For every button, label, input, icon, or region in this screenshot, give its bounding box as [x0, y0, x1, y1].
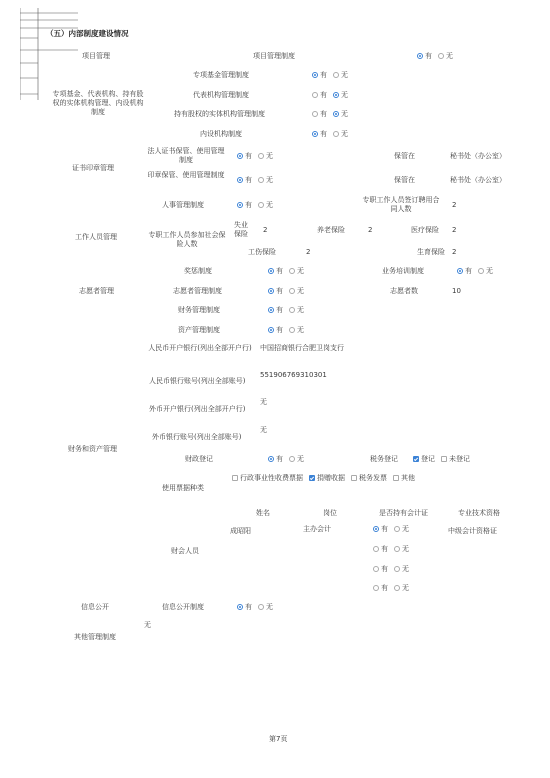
col-post-header: 岗位 — [323, 509, 337, 517]
checkbox-unregistered[interactable] — [441, 456, 447, 462]
tax-reg-checks[interactable]: 登记 未登记 — [413, 455, 470, 464]
checkbox-registered[interactable] — [413, 456, 419, 462]
pension-value: 2 — [368, 226, 373, 234]
radio-no[interactable] — [289, 288, 295, 294]
radio-no[interactable] — [258, 153, 264, 159]
radio-yes[interactable] — [312, 111, 318, 117]
receipt-type-label: 使用票据种类 — [162, 484, 204, 492]
unemployment-label: 失业保险 — [234, 221, 248, 238]
volunteer-count-value: 10 — [452, 287, 461, 295]
radio-yes[interactable] — [312, 72, 318, 78]
accountant-cert-radio-1[interactable]: 有 无 — [373, 525, 409, 534]
reward-system-label: 奖惩制度 — [184, 267, 212, 275]
col-cert-header: 是否持有会计证 — [379, 509, 428, 517]
radio-yes[interactable] — [373, 566, 379, 572]
page-number: 第7页 — [269, 735, 288, 743]
radio-no[interactable] — [258, 604, 264, 610]
cert-keeper-label: 保管在 — [394, 152, 415, 160]
fiscal-reg-label: 财政登记 — [185, 455, 213, 463]
equity-entity-radio[interactable]: 有 无 — [312, 110, 348, 119]
pension-label: 养老保险 — [317, 226, 345, 234]
accountant-cert-radio-3[interactable]: 有 无 — [373, 565, 409, 574]
accountant-label: 财会人员 — [171, 547, 199, 555]
hr-system-label: 人事管理制度 — [162, 201, 204, 209]
section-title: （五）内部制度建设情况 — [46, 29, 129, 38]
radio-yes[interactable] — [417, 53, 423, 59]
hr-system-radio[interactable]: 有 无 — [237, 201, 273, 210]
radio-no[interactable] — [438, 53, 444, 59]
scan-artifact — [20, 8, 78, 100]
radio-yes[interactable] — [312, 92, 318, 98]
disclosure-system-label: 信息公开制度 — [162, 603, 204, 611]
fx-account-label: 外币银行账号(列出全部账号) — [152, 433, 242, 441]
project-sub-label: 专项基金、代表机构、持有股权的实体机构管理、内设机构制度 — [52, 90, 144, 116]
maternity-value: 2 — [452, 248, 457, 256]
cert-mgmt-label: 法人证书保管、使用管理制度 — [147, 147, 225, 164]
volunteer-system-label: 志愿者管理制度 — [173, 287, 222, 295]
radio-yes[interactable] — [457, 268, 463, 274]
volunteer-system-radio[interactable]: 有 无 — [268, 287, 304, 296]
fx-bank-label: 外币开户银行(列出全部开户行) — [149, 405, 246, 413]
radio-no[interactable] — [394, 546, 400, 552]
internal-org-label: 内设机构制度 — [200, 130, 242, 138]
radio-yes[interactable] — [268, 307, 274, 313]
radio-no[interactable] — [289, 456, 295, 462]
internal-org-radio[interactable]: 有 无 — [312, 130, 348, 139]
checkbox-other[interactable] — [393, 475, 399, 481]
finance-mgmt-label: 财务和资产管理 — [68, 445, 117, 453]
radio-yes[interactable] — [268, 268, 274, 274]
col-name-header: 姓名 — [256, 509, 270, 517]
radio-yes[interactable] — [268, 327, 274, 333]
seal-use-radio[interactable]: 有 无 — [237, 176, 273, 185]
project-system-label: 项目管理制度 — [253, 52, 295, 60]
rmb-account-label: 人民币银行账号(列出全部账号) — [149, 377, 246, 385]
special-fund-radio[interactable]: 有 无 — [312, 71, 348, 80]
fx-account-value: 无 — [260, 426, 267, 434]
injury-label: 工伤保险 — [248, 248, 276, 256]
volunteer-count-label: 志愿者数 — [390, 287, 418, 295]
fx-bank-value: 无 — [260, 398, 267, 406]
seal-use-label: 印章保管、使用管理制度 — [147, 171, 225, 179]
asset-system-label: 资产管理制度 — [178, 326, 220, 334]
radio-yes[interactable] — [373, 585, 379, 591]
seal-mgmt-label: 证书印章管理 — [72, 164, 114, 172]
medical-label: 医疗保险 — [411, 226, 439, 234]
insurance-label: 专职工作人员参加社会保险人数 — [148, 231, 226, 248]
finance-system-radio[interactable]: 有 无 — [268, 306, 304, 315]
project-mgmt-label: 项目管理 — [82, 52, 110, 60]
finance-system-label: 财务管理制度 — [178, 306, 220, 314]
accountant-cert-radio-2[interactable]: 有 无 — [373, 545, 409, 554]
radio-yes[interactable] — [237, 202, 243, 208]
disclosure-system-radio[interactable]: 有 无 — [237, 603, 273, 612]
radio-yes[interactable] — [373, 546, 379, 552]
training-system-radio[interactable]: 有 无 — [457, 267, 493, 276]
staff-mgmt-label: 工作人员管理 — [75, 233, 117, 241]
maternity-label: 生育保险 — [417, 248, 445, 256]
project-system-radio[interactable]: 有 无 — [417, 52, 453, 61]
equity-entity-label: 持有股权的实体机构管理制度 — [174, 110, 265, 118]
radio-no[interactable] — [258, 202, 264, 208]
rmb-bank-label: 人民币开户银行(列出全部开户行) — [148, 344, 252, 352]
special-fund-label: 专项基金管理制度 — [193, 71, 249, 79]
radio-yes[interactable] — [312, 131, 318, 137]
radio-no[interactable] — [258, 177, 264, 183]
other-value: 无 — [144, 621, 151, 629]
radio-yes[interactable] — [237, 153, 243, 159]
radio-no[interactable] — [394, 585, 400, 591]
tax-reg-label: 税务登记 — [370, 455, 398, 463]
radio-no[interactable] — [394, 526, 400, 532]
rmb-account-value: 551906769310301 — [260, 371, 327, 379]
radio-no[interactable] — [333, 131, 339, 137]
disclosure-label: 信息公开 — [81, 603, 109, 611]
radio-no[interactable] — [289, 268, 295, 274]
radio-yes[interactable] — [373, 526, 379, 532]
radio-no[interactable] — [333, 111, 339, 117]
injury-value: 2 — [306, 248, 311, 256]
reward-system-radio[interactable]: 有 无 — [268, 267, 304, 276]
checkbox-admin-fee-receipt[interactable] — [232, 475, 238, 481]
fiscal-reg-radio[interactable]: 有 无 — [268, 455, 304, 464]
medical-value: 2 — [452, 226, 457, 234]
accountant-post: 主办会计 — [303, 525, 331, 533]
accountant-cert-radio-4[interactable]: 有 无 — [373, 584, 409, 593]
seal-keeper-value: 秘书处（办公室） — [450, 176, 506, 184]
receipt-checks[interactable]: 行政事业性收费票据 捐赠收据 税务发票 其他 — [232, 474, 415, 483]
checkbox-donation-receipt[interactable] — [309, 475, 315, 481]
radio-yes[interactable] — [268, 456, 274, 462]
other-label: 其他管理制度 — [74, 633, 116, 641]
fulltime-contract-label: 专职工作人员签订聘用合同人数 — [362, 196, 440, 213]
seal-keeper-label: 保管在 — [394, 176, 415, 184]
radio-no[interactable] — [394, 566, 400, 572]
volunteer-mgmt-label: 志愿者管理 — [79, 287, 114, 295]
radio-no[interactable] — [478, 268, 484, 274]
cert-keeper-value: 秘书处（办公室） — [450, 152, 506, 160]
accountant-name: 成昭阳 — [230, 527, 251, 535]
radio-yes[interactable] — [268, 288, 274, 294]
accountant-title: 中级会计资格证 — [448, 527, 497, 535]
radio-yes[interactable] — [237, 604, 243, 610]
rmb-bank-value: 中国招商银行合肥卫岗支行 — [260, 344, 344, 352]
rep-office-label: 代表机构管理制度 — [193, 91, 249, 99]
checkbox-tax-invoice[interactable] — [351, 475, 357, 481]
radio-no[interactable] — [333, 92, 339, 98]
fulltime-contract-value: 2 — [452, 201, 457, 209]
rep-office-radio[interactable]: 有 无 — [312, 91, 348, 100]
cert-mgmt-radio[interactable]: 有 无 — [237, 152, 273, 161]
radio-no[interactable] — [333, 72, 339, 78]
radio-yes[interactable] — [237, 177, 243, 183]
radio-no[interactable] — [289, 307, 295, 313]
asset-system-radio[interactable]: 有 无 — [268, 326, 304, 335]
radio-no[interactable] — [289, 327, 295, 333]
col-title-header: 专业技术资格 — [458, 509, 500, 517]
unemployment-value: 2 — [263, 226, 268, 234]
training-system-label: 业务培训制度 — [382, 267, 424, 275]
